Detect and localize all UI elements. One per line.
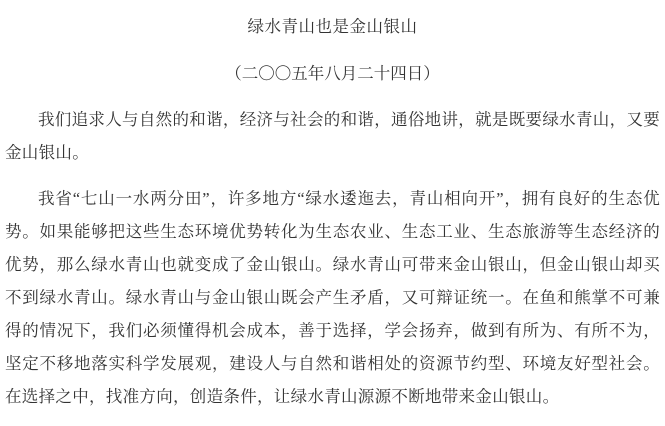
document-date: （二〇〇五年八月二十四日） (225, 64, 440, 83)
document-title: 绿水青山也是金山银山 (247, 17, 418, 36)
paragraph-1: 我们追求人与自然的和谐，经济与社会的和谐，通俗地讲，就是既要绿水青山，又要金山银山。 (5, 110, 660, 162)
paragraph-2: 我省“七山一水两分田”，许多地方“绿水逶迤去，青山相向开”，拥有良好的生态优势。如果能够把这些生态环境优势转化为生态农业、生态工业、生态旅游等生态经济的优势，那么绿水青山也就变成了金山银山。绿水青山可带来金山银山，但金山银山却买不到绿水青山。绿水青山与金山银山既会产生矛盾，又可辩证统一。在鱼和熊掌不可兼得的情况下，我们必须懂得机会成本，善于选择，学会扬弃，做到有所为、有所不为，坚定不移地落实科学发展观，建设人与自然和谐相处的资源节约型、环境友好型社会。在选择之中，找准方向，创造条件，让绿水青山源源不断地带来金山银山。 (5, 189, 660, 406)
